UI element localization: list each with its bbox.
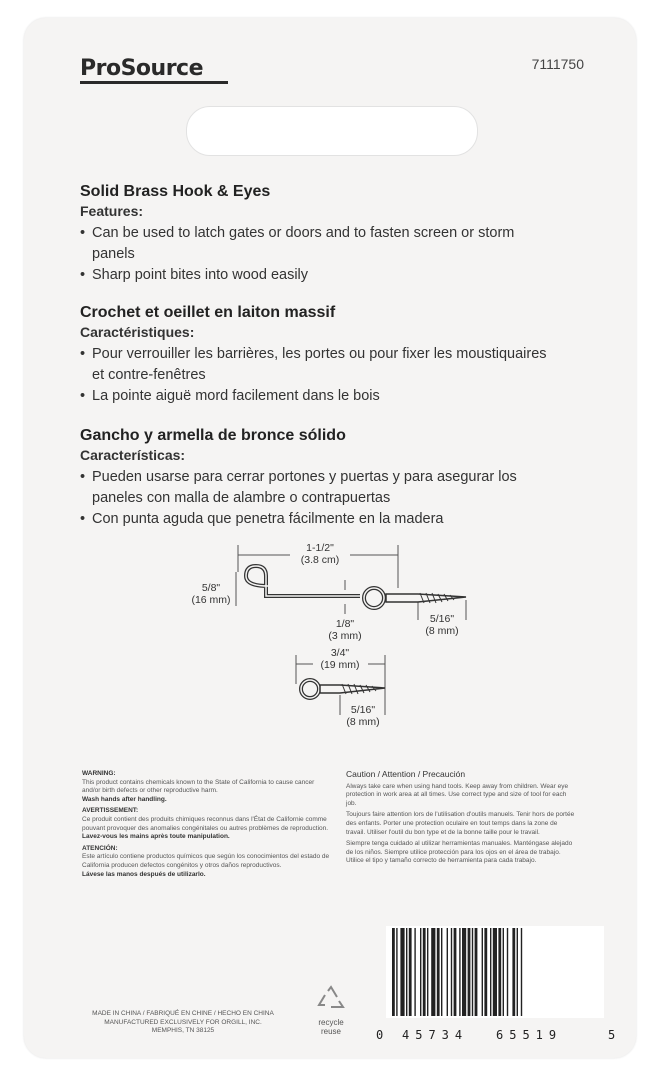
barcode-bar <box>472 928 473 1016</box>
barcode-bar <box>406 928 407 1016</box>
barcode-bar <box>503 928 504 1016</box>
feature-item: • Sharp point bites into wood easily <box>80 265 560 286</box>
barcode-bar <box>420 928 421 1016</box>
barcode-bar <box>431 928 435 1016</box>
section-subtitle: Caractéristiques: <box>80 324 195 340</box>
brand-logo: ProSource <box>80 56 204 81</box>
dim-hook-length: 1-1/2" (3.8 cm) <box>300 542 340 566</box>
barcode-bar <box>468 928 471 1016</box>
upc-left-digits: 45734 <box>402 1028 469 1042</box>
dim-eye-shank: 5/16" (8 mm) <box>425 613 459 637</box>
upc-first-digit: 0 <box>376 1028 384 1042</box>
barcode-bar <box>423 928 426 1016</box>
barcode-bar <box>475 928 478 1016</box>
recycle-text: recycle reuse <box>318 1018 344 1036</box>
origin-text: MADE IN CHINA / FABRIQUÉ EN CHINE / HECHO EN CHINA MANUFACTURED EXCLUSIVELY FOR ORGILL, INC. MEMPHIS, TN 38125 <box>92 1010 274 1035</box>
barcode-bar <box>414 928 415 1016</box>
upc-check-digit: 5 <box>608 1028 616 1042</box>
feature-item: • La pointe aiguë mord facilement dans le bois <box>80 386 560 407</box>
barcode-bar <box>507 928 508 1016</box>
section-subtitle: Características: <box>80 447 186 463</box>
barcode-bar <box>441 928 442 1016</box>
barcode-bar <box>493 928 497 1016</box>
barcode-bar <box>400 928 404 1016</box>
barcode-bar <box>396 928 397 1016</box>
feature-item: • Can be used to latch gates or doors and to fasten screen or storm panels <box>80 223 560 265</box>
barcode-bar <box>521 928 522 1016</box>
feature-item: • Pueden usarse para cerrar portones y puertas y para asegurar los paneles con malla de alambre o contrapuertas <box>80 467 560 509</box>
barcode-bar <box>447 928 448 1016</box>
section-subtitle: Features: <box>80 203 144 219</box>
dim-hook-height: 5/8" (16 mm) <box>191 582 231 606</box>
barcode-bar <box>451 928 452 1016</box>
upc-right-digits: 65519 <box>496 1028 563 1042</box>
warning-block: WARNING: This product contains chemicals known to the State of California to cause cancer and/or birth defects or other reproductive harm. Wash hands after handling. AVERTISSEMENT: Ce produit contient des produits chimiques reconnus dans l'État de Californie comme pouvant provoquer des anomalies congénitales ou autres problèmes de reproduction. Lavez-vous les mains après toute manipulation. ATENCIÓN: Este artículo contiene productos químicos que según los conocimientos del estado de California producen defectos congénitos y otros daños reproductivos. Lávese las manos después de utilizarlo. <box>82 770 330 878</box>
sku-number: 7111750 <box>531 56 584 72</box>
barcode-bar <box>482 928 483 1016</box>
dim-eye2-shank: 5/16" (8 mm) <box>346 704 380 728</box>
barcode-bar <box>462 928 466 1016</box>
barcode-bar <box>512 928 515 1016</box>
barcode-bar <box>490 928 491 1016</box>
barcode-bar <box>392 928 395 1016</box>
barcode <box>386 926 604 1018</box>
barcode-bar <box>409 928 412 1016</box>
section-title: Gancho y armella de bronce sólido <box>80 427 346 444</box>
feature-item: • Pour verrouiller les barrières, les portes ou pour fixer les moustiquaires et contre-fenêtres <box>80 344 560 386</box>
barcode-bar <box>498 928 501 1016</box>
caution-block: Caution / Attention / Precaución Always take care when using hand tools. Keep away from children. Wear eye protection in work area at all times. Use correct type and size of tool for each job. Toujours faire attention lors de l'utilisation d'outils manuels. Tenir hors de portée des enfants. Porter une protection oculaire en tout temps dans la zone de travail. Utiliser l'outil du bon type et de la bonne taille pour le travail. Siempre tenga cuidado al utilizar herramientas manuales. Manténgase alejado de los niños. Siempre utilice protección para los ojos en el área de trabajo. Utilice el tipo y tamaño correcto de herramienta para cada trabajo. <box>346 769 575 865</box>
barcode-bar <box>427 928 428 1016</box>
section-title: Solid Brass Hook & Eyes <box>80 183 271 200</box>
barcode-bar <box>459 928 460 1016</box>
barcode-bar <box>517 928 518 1016</box>
barcode-bar <box>454 928 457 1016</box>
barcode-bar <box>484 928 487 1016</box>
dim-gauge: 1/8" (3 mm) <box>328 618 362 642</box>
recycle-icon <box>310 985 352 1036</box>
section-title: Crochet et oeillet en laiton massif <box>80 304 336 321</box>
dim-eye-length: 3/4" (19 mm) <box>320 647 360 671</box>
barcode-bar <box>437 928 440 1016</box>
feature-item: • Con punta aguda que penetra fácilmente en la madera <box>80 509 560 530</box>
